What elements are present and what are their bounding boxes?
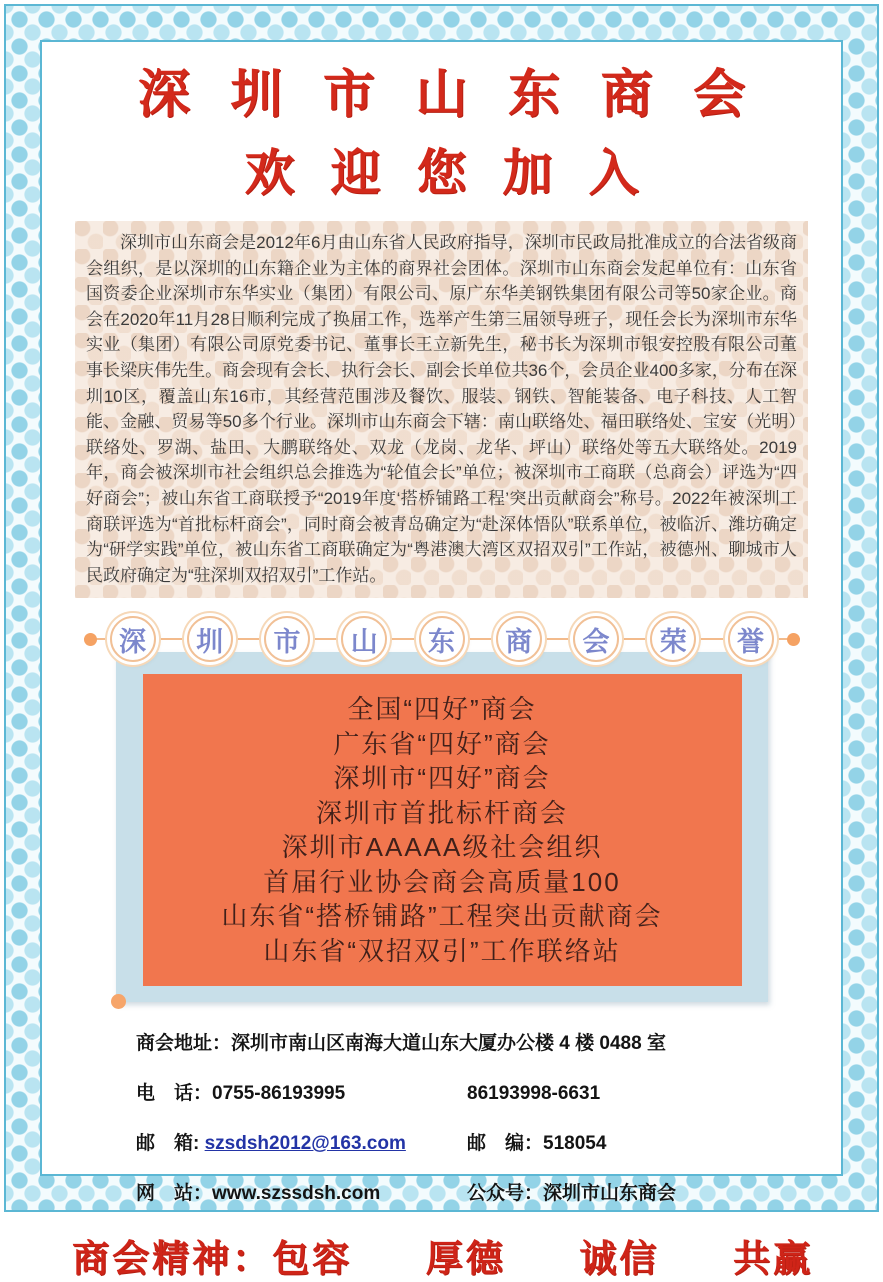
honor-header-char: 誉 xyxy=(728,616,774,662)
motto-value: 厚德 xyxy=(425,1239,506,1281)
wechat-value: 深圳市山东商会 xyxy=(543,1183,677,1205)
contact-row-email xyxy=(136,1128,796,1155)
header-right-dot-icon xyxy=(787,633,800,646)
motto-line xyxy=(72,1228,813,1282)
honor-header-char: 山 xyxy=(341,616,387,662)
honor-item: 山东省“搭桥铺路”工程突出贡献商会 xyxy=(221,901,663,932)
motto-value: 诚信 xyxy=(579,1239,660,1281)
website-label: 网 站： xyxy=(136,1183,213,1205)
honor-header-char: 东 xyxy=(419,616,465,662)
intro-paragraph: 深圳市山东商会是2012年6月由山东省人民政府指导，深圳市民政局批准成立的合法省级商会组织，是以深圳的山东籍企业为主体的商界社会团体。深圳市山东商会发起单位有：山东省国资委企业深圳市东华实业（集团）有限公司、原广东华美钢铁集团有限公司等50家企业。商会在2020年11月28日顺利完成了换届工作，选举产生第三届领导班子，现任会长为深圳市东华实业（集团）有限公司原党委书记、董事长王立新先生，秘书长为深圳市银安控股有限公司董事长梁庆伟先生。商会现有会长、执行会长、副会长单位共36个，会员企业400多家，分布在深圳10区，覆盖山东16市，其经营范围涉及餐饮、服装、钢铁、智能装备、电子科技、人工智能、金融、贸易等50多个行业。深圳市山东商会下辖：南山联络处、福田联络处、宝安（光明）联络处、罗湖、盐田、大鹏联络处、双龙（龙岗、龙华、坪山）联络处等五大联络处。2019年，商会被深圳市社会组织总会推选为“轮值会长”单位；被深圳市工商联（总商会）评选为“四好商会”；被山东省工商联授予“2019年度‘搭桥铺路工程’突出贡献商会”称号。2022年被深圳工商联评选为“首批标杆商会”，同时商会被青岛确定为“赴深体悟队”联系单位，被临沂、潍坊确定为“研学实践”单位，被山东省工商联确定为“粤港澳大湾区双招双引”工作站，被德州、聊城市人民政府确定为“驻深圳双招双引”工作站。 xyxy=(75,221,808,598)
panel-corner-dot-icon xyxy=(111,994,126,1009)
sub-title: 欢迎您加入 xyxy=(244,145,675,201)
motto-value: 包容 xyxy=(272,1239,352,1281)
motto-label: 商会精神： xyxy=(72,1239,272,1281)
address-value: 深圳市南山区南海大道山东大厦办公楼 4 楼 0488 室 xyxy=(231,1033,666,1055)
email-label: 邮 箱: xyxy=(136,1133,200,1155)
honor-header-char: 市 xyxy=(264,616,310,662)
honor-header-char: 荣 xyxy=(650,616,696,662)
phone-label: 电 话： xyxy=(136,1083,213,1105)
header-left-dot-icon xyxy=(84,633,97,646)
phone-col xyxy=(136,1078,467,1105)
honor-item: 深圳市AAAAA级社会组织 xyxy=(281,832,603,863)
wechat-col xyxy=(467,1178,676,1205)
honor-item: 首届行业协会商会高质量100 xyxy=(263,866,621,897)
honors-list xyxy=(143,674,742,986)
wechat-label: 公众号： xyxy=(467,1183,544,1205)
contact-row-address xyxy=(136,1028,796,1055)
contact-row-web xyxy=(136,1178,796,1205)
honor-item: 深圳市“四好”商会 xyxy=(333,763,551,794)
contact-block xyxy=(136,1028,796,1205)
honor-item: 广东省“四好”商会 xyxy=(333,728,551,759)
zip-col xyxy=(467,1128,606,1155)
phone-value: 0755-86193995 xyxy=(212,1083,346,1105)
email-link[interactable]: szsdsh2012@163.com xyxy=(204,1133,406,1155)
phone2-value: 86193998-6631 xyxy=(467,1083,601,1105)
honor-header-char: 深 xyxy=(110,616,156,662)
zip-value: 518054 xyxy=(543,1133,607,1155)
zip-label: 邮 编： xyxy=(467,1133,544,1155)
honor-item: 山东省“双招双引”工作联络站 xyxy=(263,935,621,966)
honors-panel xyxy=(116,652,768,1002)
web-col xyxy=(136,1178,467,1205)
flyer-content xyxy=(40,40,843,1281)
main-title: 深圳市山东商会 xyxy=(137,67,786,124)
honor-header-char: 商 xyxy=(496,616,542,662)
honors-header xyxy=(110,610,774,668)
honor-item: 深圳市首批标杆商会 xyxy=(315,797,568,828)
motto-label-group xyxy=(72,1228,352,1282)
email-col xyxy=(136,1128,467,1155)
website-value: www.szssdsh.com xyxy=(212,1183,381,1205)
address-label: 商会地址： xyxy=(136,1033,232,1055)
contact-row-phone xyxy=(136,1078,796,1105)
motto-value: 共赢 xyxy=(732,1239,813,1281)
honor-item: 全国“四好”商会 xyxy=(347,694,537,725)
honor-header-char: 圳 xyxy=(187,616,233,662)
honor-header-char: 会 xyxy=(573,616,619,662)
